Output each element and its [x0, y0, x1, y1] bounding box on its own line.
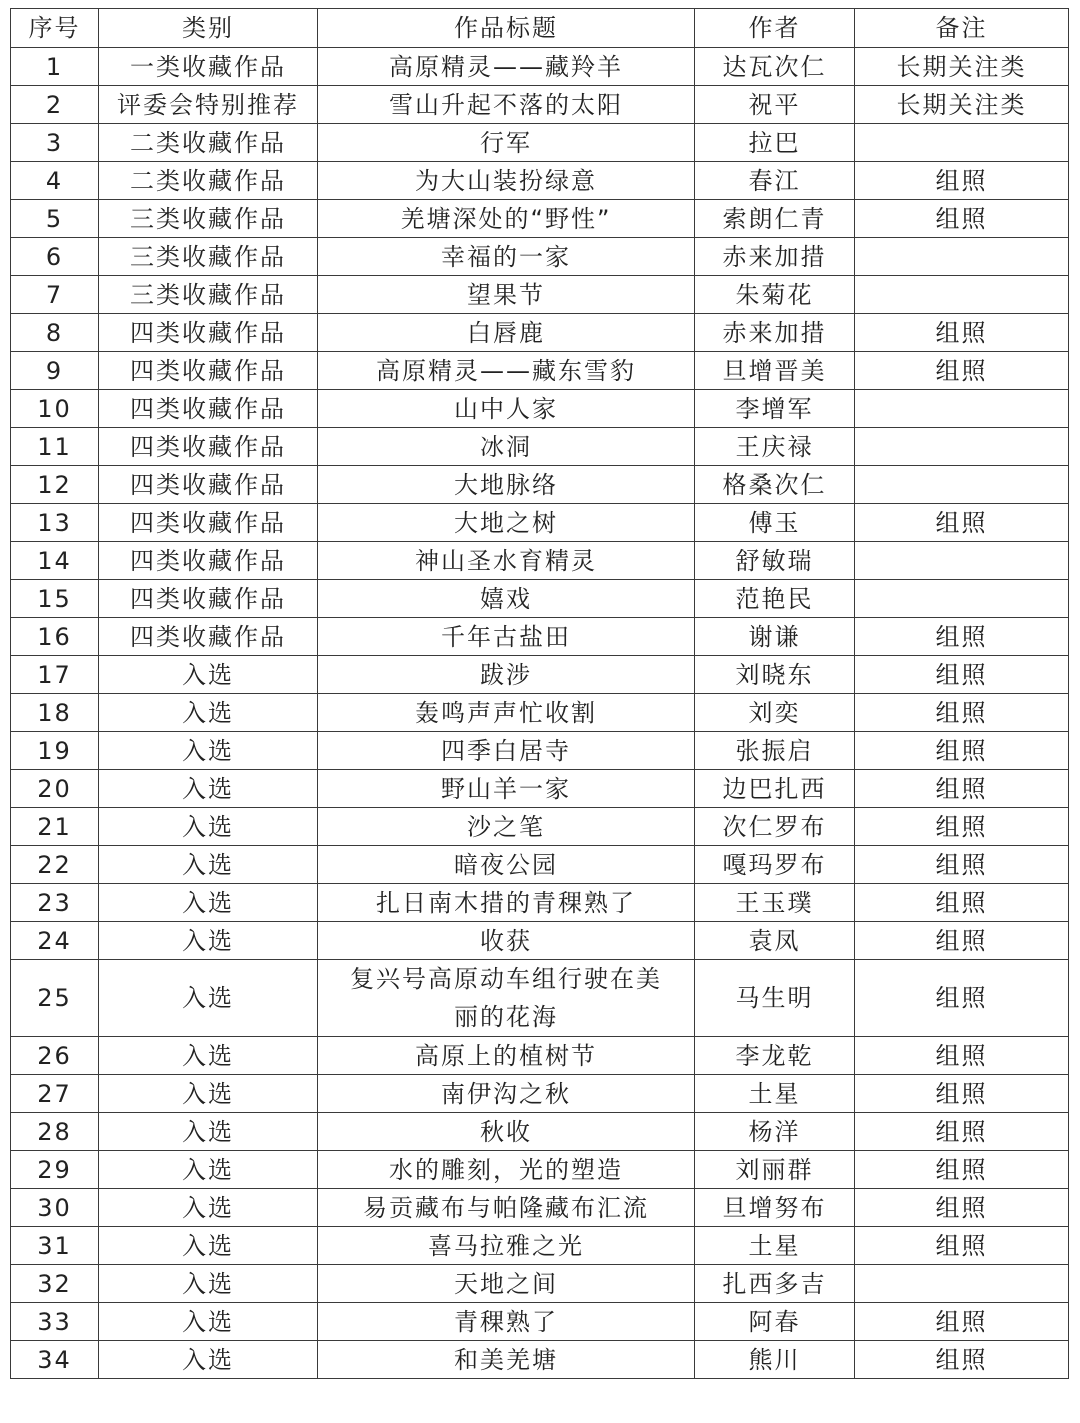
table-row: [11, 1189, 1069, 1227]
table-row: [11, 162, 1069, 200]
cell-note: [855, 580, 1069, 618]
cell-note: 组照: [855, 162, 1069, 200]
cell-note: 组照: [855, 1113, 1069, 1151]
cell-note: 组照: [855, 1341, 1069, 1379]
cell-note: 组照: [855, 694, 1069, 732]
cell-author: 阿春: [695, 1303, 855, 1341]
table-row: [11, 922, 1069, 960]
cell-category: 四类收藏作品: [99, 618, 318, 656]
cell-author: 刘丽群: [695, 1151, 855, 1189]
header-title: 作品标题: [318, 9, 695, 48]
cell-title: 扎日南木措的青稞熟了: [318, 884, 695, 922]
cell-number: 10: [11, 390, 99, 428]
cell-note: [855, 124, 1069, 162]
table-wrapper: [10, 8, 1068, 1379]
cell-number: 3: [11, 124, 99, 162]
cell-note: 组照: [855, 770, 1069, 808]
cell-title: 水的雕刻，光的塑造: [318, 1151, 695, 1189]
cell-author: 张振启: [695, 732, 855, 770]
cell-title: 收获: [318, 922, 695, 960]
cell-title: 南伊沟之秋: [318, 1075, 695, 1113]
table-row: [11, 1075, 1069, 1113]
cell-author: 扎西多吉: [695, 1265, 855, 1303]
cell-author: 旦增晋美: [695, 352, 855, 390]
cell-category: 三类收藏作品: [99, 200, 318, 238]
cell-number: 29: [11, 1151, 99, 1189]
table-row: [11, 1303, 1069, 1341]
table-row: [11, 542, 1069, 580]
cell-category: 四类收藏作品: [99, 314, 318, 352]
cell-category: 入选: [99, 1227, 318, 1265]
cell-title: 白唇鹿: [318, 314, 695, 352]
cell-title: 跋涉: [318, 656, 695, 694]
table-row: [11, 884, 1069, 922]
cell-author: 谢谦: [695, 618, 855, 656]
table-row: [11, 770, 1069, 808]
table-row: [11, 1037, 1069, 1075]
cell-title: 暗夜公园: [318, 846, 695, 884]
cell-title: 高原精灵——藏东雪豹: [318, 352, 695, 390]
cell-number: 12: [11, 466, 99, 504]
cell-author: 李龙乾: [695, 1037, 855, 1075]
cell-title: 行军: [318, 124, 695, 162]
cell-note: 组照: [855, 1151, 1069, 1189]
header-category: 类别: [99, 9, 318, 48]
cell-category: 入选: [99, 1151, 318, 1189]
cell-author: 格桑次仁: [695, 466, 855, 504]
table-row: [11, 390, 1069, 428]
cell-number: 23: [11, 884, 99, 922]
header-row: [11, 9, 1069, 48]
cell-title: 大地之树: [318, 504, 695, 542]
table-row: [11, 960, 1069, 1037]
cell-number: 27: [11, 1075, 99, 1113]
cell-author: 索朗仁青: [695, 200, 855, 238]
cell-number: 7: [11, 276, 99, 314]
cell-number: 16: [11, 618, 99, 656]
cell-author: 杨洋: [695, 1113, 855, 1151]
cell-number: 14: [11, 542, 99, 580]
cell-number: 6: [11, 238, 99, 276]
cell-note: 组照: [855, 922, 1069, 960]
cell-number: 28: [11, 1113, 99, 1151]
cell-number: 13: [11, 504, 99, 542]
cell-author: 傅玉: [695, 504, 855, 542]
cell-category: 入选: [99, 1303, 318, 1341]
table-row: [11, 86, 1069, 124]
cell-title: 轰鸣声声忙收割: [318, 694, 695, 732]
cell-note: 组照: [855, 314, 1069, 352]
cell-note: 组照: [855, 732, 1069, 770]
header-note: 备注: [855, 9, 1069, 48]
cell-title: 易贡藏布与帕隆藏布汇流: [318, 1189, 695, 1227]
cell-author: 旦增努布: [695, 1189, 855, 1227]
cell-category: 二类收藏作品: [99, 162, 318, 200]
cell-category: 入选: [99, 1037, 318, 1075]
cell-note: [855, 466, 1069, 504]
cell-note: 组照: [855, 1075, 1069, 1113]
table-row: [11, 314, 1069, 352]
cell-category: 入选: [99, 732, 318, 770]
cell-number: 20: [11, 770, 99, 808]
table-row: [11, 1227, 1069, 1265]
cell-number: 24: [11, 922, 99, 960]
header-number: 序号: [11, 9, 99, 48]
cell-number: 9: [11, 352, 99, 390]
table-row: [11, 1113, 1069, 1151]
cell-author: 春江: [695, 162, 855, 200]
cell-number: 26: [11, 1037, 99, 1075]
table-row: [11, 694, 1069, 732]
table-row: [11, 656, 1069, 694]
cell-author: 土星: [695, 1227, 855, 1265]
table-row: [11, 580, 1069, 618]
cell-note: 组照: [855, 846, 1069, 884]
cell-note: [855, 542, 1069, 580]
works-table: [10, 8, 1069, 1379]
cell-title: 高原精灵——藏羚羊: [318, 48, 695, 86]
table-row: [11, 48, 1069, 86]
cell-number: 17: [11, 656, 99, 694]
cell-note: 组照: [855, 884, 1069, 922]
cell-category: 入选: [99, 922, 318, 960]
cell-category: 四类收藏作品: [99, 428, 318, 466]
table-row: [11, 1265, 1069, 1303]
cell-author: 刘晓东: [695, 656, 855, 694]
cell-number: 15: [11, 580, 99, 618]
cell-category: 入选: [99, 1113, 318, 1151]
cell-note: 长期关注类: [855, 48, 1069, 86]
cell-number: 32: [11, 1265, 99, 1303]
cell-category: 入选: [99, 770, 318, 808]
cell-author: 李增军: [695, 390, 855, 428]
table-row: [11, 466, 1069, 504]
cell-category: 入选: [99, 694, 318, 732]
cell-author: 范艳民: [695, 580, 855, 618]
cell-author: 袁凤: [695, 922, 855, 960]
cell-title: 冰洞: [318, 428, 695, 466]
cell-title: 天地之间: [318, 1265, 695, 1303]
cell-category: 二类收藏作品: [99, 124, 318, 162]
table-row: [11, 732, 1069, 770]
cell-author: 王玉璞: [695, 884, 855, 922]
cell-note: 组照: [855, 504, 1069, 542]
cell-title: 为大山装扮绿意: [318, 162, 695, 200]
cell-category: 三类收藏作品: [99, 276, 318, 314]
cell-category: 入选: [99, 884, 318, 922]
table-row: [11, 276, 1069, 314]
table-row: [11, 352, 1069, 390]
cell-category: 一类收藏作品: [99, 48, 318, 86]
cell-title: 和美羌塘: [318, 1341, 695, 1379]
cell-number: 22: [11, 846, 99, 884]
cell-title: 神山圣水育精灵: [318, 542, 695, 580]
cell-author: 祝平: [695, 86, 855, 124]
cell-note: 组照: [855, 960, 1069, 1037]
cell-number: 4: [11, 162, 99, 200]
table-row: [11, 504, 1069, 542]
cell-title: 高原上的植树节: [318, 1037, 695, 1075]
cell-note: 组照: [855, 656, 1069, 694]
cell-title: 沙之笔: [318, 808, 695, 846]
cell-note: 组照: [855, 1227, 1069, 1265]
cell-author: 马生明: [695, 960, 855, 1037]
table-row: [11, 808, 1069, 846]
cell-category: 入选: [99, 1075, 318, 1113]
cell-note: 组照: [855, 808, 1069, 846]
cell-note: 组照: [855, 352, 1069, 390]
cell-category: 四类收藏作品: [99, 466, 318, 504]
cell-title: 雪山升起不落的太阳: [318, 86, 695, 124]
cell-note: 组照: [855, 1189, 1069, 1227]
cell-category: 四类收藏作品: [99, 542, 318, 580]
cell-category: 评委会特别推荐: [99, 86, 318, 124]
cell-category: 四类收藏作品: [99, 504, 318, 542]
cell-category: 入选: [99, 960, 318, 1037]
cell-number: 18: [11, 694, 99, 732]
table-row: [11, 428, 1069, 466]
cell-title: 大地脉络: [318, 466, 695, 504]
cell-title: 四季白居寺: [318, 732, 695, 770]
cell-note: [855, 238, 1069, 276]
header-author: 作者: [695, 9, 855, 48]
cell-category: 入选: [99, 656, 318, 694]
cell-title: 山中人家: [318, 390, 695, 428]
cell-author: 达瓦次仁: [695, 48, 855, 86]
cell-number: 19: [11, 732, 99, 770]
cell-title: 幸福的一家: [318, 238, 695, 276]
cell-author: 熊川: [695, 1341, 855, 1379]
cell-note: [855, 390, 1069, 428]
cell-title: 喜马拉雅之光: [318, 1227, 695, 1265]
table-row: [11, 200, 1069, 238]
table-row: [11, 618, 1069, 656]
cell-title: 望果节: [318, 276, 695, 314]
cell-author: 赤来加措: [695, 314, 855, 352]
table-body: [11, 48, 1069, 1379]
cell-author: 舒敏瑞: [695, 542, 855, 580]
cell-number: 34: [11, 1341, 99, 1379]
table-header: [11, 9, 1069, 48]
table-row: [11, 846, 1069, 884]
cell-note: 组照: [855, 200, 1069, 238]
cell-title: 青稞熟了: [318, 1303, 695, 1341]
cell-number: 1: [11, 48, 99, 86]
cell-author: 土星: [695, 1075, 855, 1113]
cell-number: 8: [11, 314, 99, 352]
cell-number: 33: [11, 1303, 99, 1341]
cell-category: 四类收藏作品: [99, 352, 318, 390]
cell-category: 入选: [99, 1265, 318, 1303]
cell-title: 千年古盐田: [318, 618, 695, 656]
cell-category: 四类收藏作品: [99, 580, 318, 618]
cell-number: 5: [11, 200, 99, 238]
cell-number: 2: [11, 86, 99, 124]
cell-number: 31: [11, 1227, 99, 1265]
cell-number: 21: [11, 808, 99, 846]
cell-author: 刘奕: [695, 694, 855, 732]
cell-title: 野山羊一家: [318, 770, 695, 808]
table-row: [11, 124, 1069, 162]
cell-category: 三类收藏作品: [99, 238, 318, 276]
cell-note: 组照: [855, 1303, 1069, 1341]
cell-note: [855, 1265, 1069, 1303]
cell-author: 赤来加措: [695, 238, 855, 276]
cell-note: 长期关注类: [855, 86, 1069, 124]
cell-title: 羌塘深处的“野性”: [318, 200, 695, 238]
cell-category: 入选: [99, 808, 318, 846]
cell-category: 入选: [99, 846, 318, 884]
cell-author: 次仁罗布: [695, 808, 855, 846]
table-row: [11, 1151, 1069, 1189]
cell-author: 嘎玛罗布: [695, 846, 855, 884]
cell-number: 30: [11, 1189, 99, 1227]
cell-number: 25: [11, 960, 99, 1037]
table-row: [11, 238, 1069, 276]
cell-note: 组照: [855, 618, 1069, 656]
cell-category: 入选: [99, 1189, 318, 1227]
cell-note: 组照: [855, 1037, 1069, 1075]
cell-note: [855, 276, 1069, 314]
cell-author: 朱菊花: [695, 276, 855, 314]
cell-note: [855, 428, 1069, 466]
cell-category: 四类收藏作品: [99, 390, 318, 428]
cell-title: 复兴号高原动车组行驶在美丽的花海: [318, 960, 695, 1037]
cell-author: 王庆禄: [695, 428, 855, 466]
cell-number: 11: [11, 428, 99, 466]
cell-author: 边巴扎西: [695, 770, 855, 808]
cell-title: 秋收: [318, 1113, 695, 1151]
table-row: [11, 1341, 1069, 1379]
cell-author: 拉巴: [695, 124, 855, 162]
cell-title: 嬉戏: [318, 580, 695, 618]
cell-category: 入选: [99, 1341, 318, 1379]
